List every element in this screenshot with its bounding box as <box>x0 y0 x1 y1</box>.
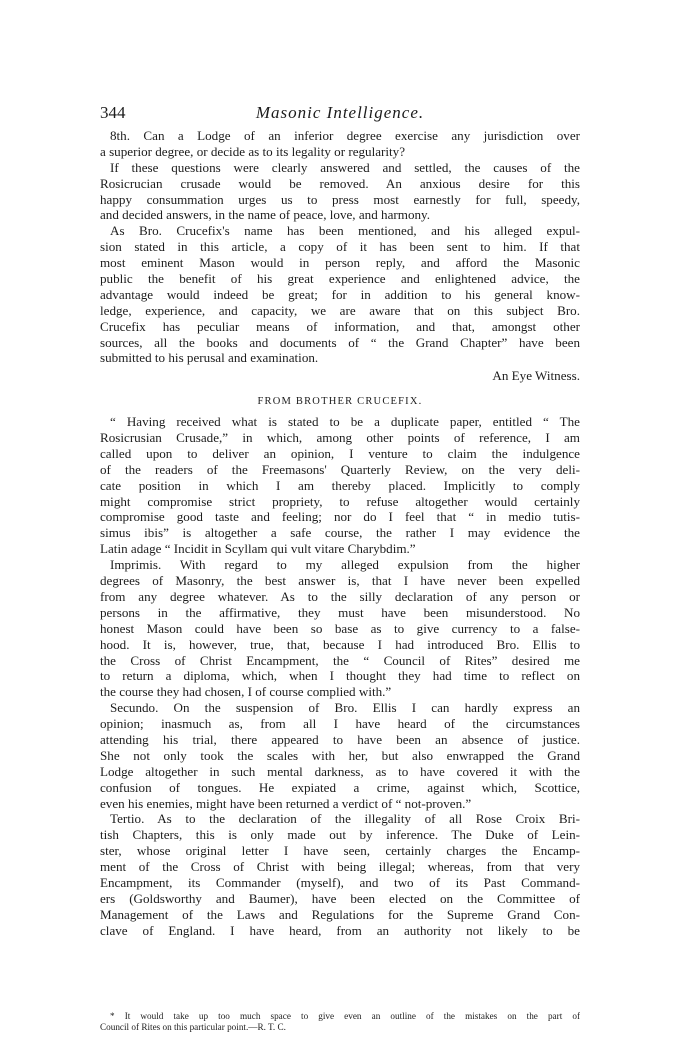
body-line: ment of the Cross of Christ with being illegal; whereas, from that very <box>100 859 580 875</box>
body-line: called upon to deliver an opinion, I venture to claim the indulgence <box>100 445 580 461</box>
body-line: to return a diploma, which, when I thought they had time to reflect on <box>100 668 580 684</box>
body-line: compromise good taste and feeling; nor do I feel that “ in medio tutis- <box>100 509 580 525</box>
body-line: the Cross of Christ Encampment, the “ Council of Rites” desired me <box>100 652 580 668</box>
signature: An Eye Witness. <box>492 368 580 384</box>
body-line: Tertio. As to the declaration of the illegality of all Rose Croix Bri- <box>110 811 580 827</box>
body-line: a superior degree, or decide as to its legality or regularity? <box>100 143 406 159</box>
page-header <box>100 103 580 125</box>
body-line: degrees of Masonry, the best answer is, that I have never been expelled <box>100 573 580 589</box>
page-number: 344 <box>100 103 126 122</box>
running-title: Masonic Intelligence. <box>255 103 425 122</box>
body-line: public the benefit of his great experience and enlightened advice, the <box>100 271 580 287</box>
body-line: Management of the Laws and Regulations for the Supreme Grand Con- <box>100 906 580 922</box>
body-line: the course they had chosen, I of course complied with.” <box>100 684 392 700</box>
body-line: Secundo. On the suspension of Bro. Ellis I can hardly express an <box>110 700 580 716</box>
body-line: happy consummation urges us to press most earnestly for full, speedy, <box>100 191 580 207</box>
body-line: of the readers of the Freemasons' Quarterly Review, on the very deli- <box>100 461 580 477</box>
body-line: confusion of tongues. He expiated a crime, against which, Scottice, <box>100 779 580 795</box>
body-line: sources, all the books and documents of “ the Grand Chapter” have been <box>100 334 580 350</box>
body-line: cate position in which I am thereby placed. Implicitly to comply <box>100 477 580 493</box>
body-line: ers (Goldsworthy and Baumer), have been elected on the Committee of <box>100 890 580 906</box>
body-line: might compromise strict propriety, to refuse altogether would certainly <box>100 493 580 509</box>
body-line: As Bro. Crucefix's name has been mentioned, and his alleged expul- <box>110 223 580 239</box>
article-body <box>100 128 580 939</box>
body-line: persons in the affirmative, they must have been misunderstood. No <box>100 604 580 620</box>
body-line: and decided answers, in the name of peace, love, and harmony. <box>100 207 431 223</box>
body-line: Encampment, its Commander (myself), and two of its Past Command- <box>100 874 580 890</box>
body-line: submitted to his perusal and examination. <box>100 350 319 366</box>
body-line: Rosicrusian Crusade,” in which, among other points of reference, I am <box>100 430 580 446</box>
footnote <box>100 1011 580 1033</box>
body-line: ster, whose original letter I have seen, certainly charges the Encamp- <box>100 843 580 859</box>
body-line: Lodge altogether in such mental darkness, as to have covered it with the <box>100 763 580 779</box>
body-line: sion stated in this article, a copy of it has been sent to him. If that <box>100 239 580 255</box>
body-line: She not only took the scales with her, but also enwrapped the Grand <box>100 747 580 763</box>
body-line: 8th. Can a Lodge of an inferior degree exercise any jurisdiction over <box>110 128 580 143</box>
body-line: tish Chapters, this is only made out by inference. The Duke of Lein- <box>100 827 580 843</box>
body-line: Rosicrucian crusade would be removed. An anxious desire for this <box>100 175 580 191</box>
body-line: attending his trial, there appeared to have been an absence of justice. <box>100 731 580 747</box>
footnote-line: * It would take up too much space to give even an outline of the mistakes on the part of <box>110 1011 580 1021</box>
body-line: simus ibis” is altogether a safe course, the rather I may evidence the <box>100 525 580 541</box>
body-line: opinion; inasmuch as, from all I have heard of the circumstances <box>100 716 580 732</box>
body-line: clave of England. I have heard, from an authority not likely to be <box>100 922 580 938</box>
body-line: hood. It is, however, true, that, because I had introduced Bro. Ellis to <box>100 636 580 652</box>
body-line: “ Having received what is stated to be a duplicate paper, entitled “ The <box>110 414 580 430</box>
body-line: ledge, experience, and capacity, we are aware that on this subject Bro. <box>100 302 580 318</box>
body-line: Latin adage “ Incidit in Scyllam qui vult vitare Charybdim.” <box>100 541 416 557</box>
body-line: honest Mason could have been so base as to give currency to a false- <box>100 620 580 636</box>
body-line: Crucefix has peculiar means of information, and that, amongst other <box>100 318 580 334</box>
body-line: from any degree whatever. As to the silly declaration of any person or <box>100 588 580 604</box>
footnote-line: Council of Rites on this particular point.—R. T. C. <box>100 1022 286 1032</box>
body-line: If these questions were clearly answered and settled, the causes of the <box>110 159 580 175</box>
section-heading: FROM BROTHER CRUCEFIX. <box>257 396 423 408</box>
body-line: advantage would indeed be great; for in addition to his general know- <box>100 286 580 302</box>
body-line: Imprimis. With regard to my alleged expulsion from the higher <box>110 557 580 573</box>
body-line: even his enemies, might have been returned a verdict of “ not-proven.” <box>100 795 472 811</box>
body-line: most eminent Mason would in person reply, and afford the Masonic <box>100 255 580 271</box>
